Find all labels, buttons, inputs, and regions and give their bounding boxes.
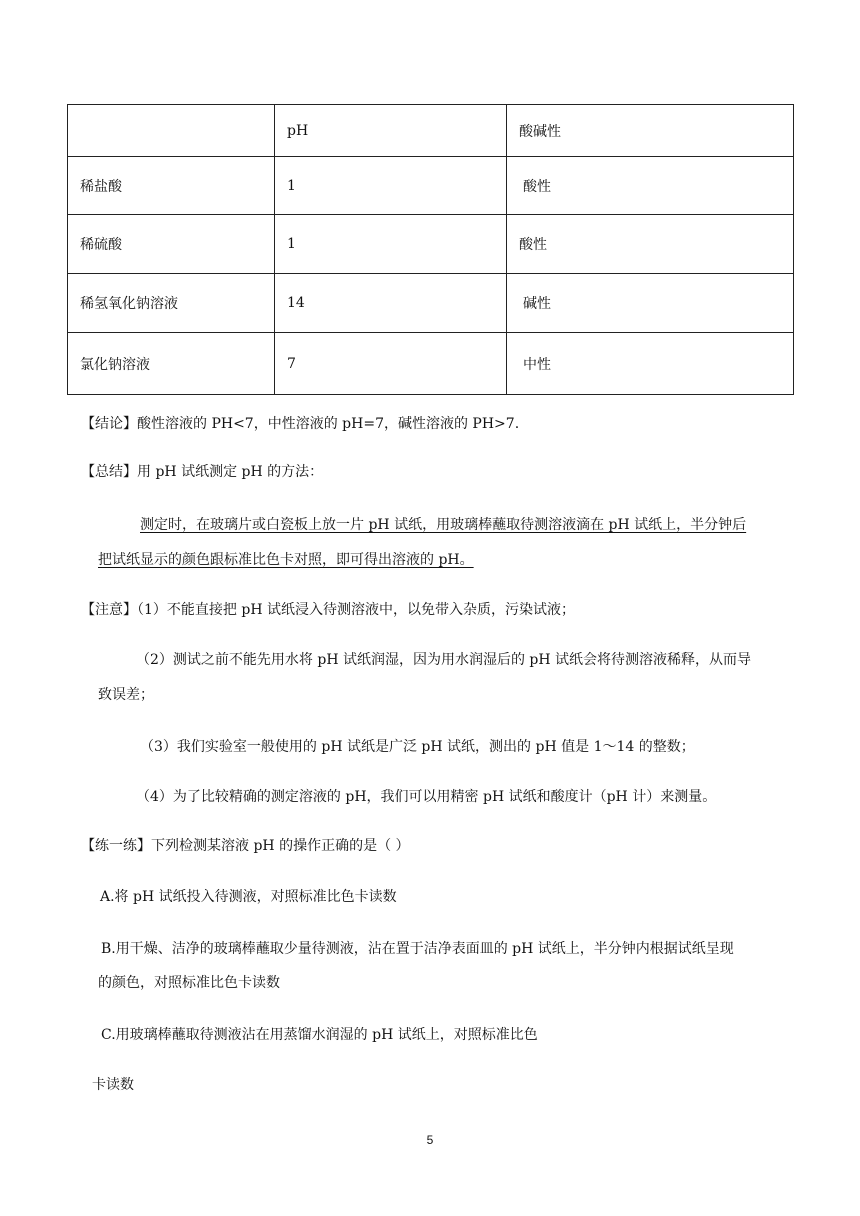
note-1: 【注意】（1）不能直接把 pH 试纸浸入待测溶液中，以免带入杂质，污染试液； xyxy=(81,602,575,618)
table-row xyxy=(68,274,794,333)
table-cell: 稀氢氧化钠溶液 xyxy=(68,274,275,333)
table-cell: 1 xyxy=(275,157,507,215)
note-2-continued: 致误差； xyxy=(98,687,154,703)
page-number: 5 xyxy=(426,1133,434,1147)
ph-table xyxy=(67,104,794,395)
table-cell: 碱性 xyxy=(507,274,794,333)
table-cell: 1 xyxy=(275,215,507,274)
table-row xyxy=(68,333,794,395)
conclusion-text: 【结论】酸性溶液的 PH<7，中性溶液的 pH=7，碱性溶液的 PH>7. xyxy=(81,416,520,432)
table-cell: 7 xyxy=(275,333,507,395)
table-cell: 中性 xyxy=(507,333,794,395)
summary-method-line: 测定时，在玻璃片或白瓷板上放一片 pH 试纸，用玻璃棒蘸取待测溶液滴在 pH 试纸上，半分钟后 xyxy=(140,517,747,533)
option-b: B.用干燥、洁净的玻璃棒蘸取少量待测液，沾在置于洁净表面皿的 pH 试纸上，半分钟内根据试纸呈现 xyxy=(101,941,734,957)
table-header-cell xyxy=(68,105,275,157)
option-c-continued: 卡读数 xyxy=(92,1077,134,1093)
table-cell: 酸性 xyxy=(507,215,794,274)
exercise-question: 【练一练】下列检测某溶液 pH 的操作正确的是（ ） xyxy=(81,838,410,854)
option-b-continued: 的颜色，对照标准比色卡读数 xyxy=(98,975,280,991)
note-3: （3）我们实验室一般使用的 pH 试纸是广泛 pH 试纸，测出的 pH 值是 1～14 的整数； xyxy=(140,739,695,755)
table-cell: 氯化钠溶液 xyxy=(68,333,275,395)
table-cell: 稀硫酸 xyxy=(68,215,275,274)
table-row xyxy=(68,157,794,215)
table-cell: 稀盐酸 xyxy=(68,157,275,215)
table-cell: 酸性 xyxy=(507,157,794,215)
table-row xyxy=(68,215,794,274)
table-header-cell: 酸碱性 xyxy=(507,105,794,157)
summary-heading: 【总结】用 pH 试纸测定 pH 的方法： xyxy=(81,464,324,480)
note-2: （2）测试之前不能先用水将 pH 试纸润湿，因为用水润湿后的 pH 试纸会将待测溶液稀释，从而导 xyxy=(136,652,752,668)
summary-method-line: 把试纸显示的颜色跟标准比色卡对照，即可得出溶液的 pH。 xyxy=(98,552,474,568)
option-c: C.用玻璃棒蘸取待测液沾在用蒸馏水润湿的 pH 试纸上，对照标准比色 xyxy=(101,1027,538,1043)
option-a: A.将 pH 试纸投入待测液，对照标准比色卡读数 xyxy=(100,889,397,905)
table-header-row xyxy=(68,105,794,157)
note-4: （4）为了比较精确的测定溶液的 pH，我们可以用精密 pH 试纸和酸度计（pH 计）来测量。 xyxy=(136,789,717,805)
table-header-cell: pH xyxy=(275,105,507,157)
table-cell: 14 xyxy=(275,274,507,333)
